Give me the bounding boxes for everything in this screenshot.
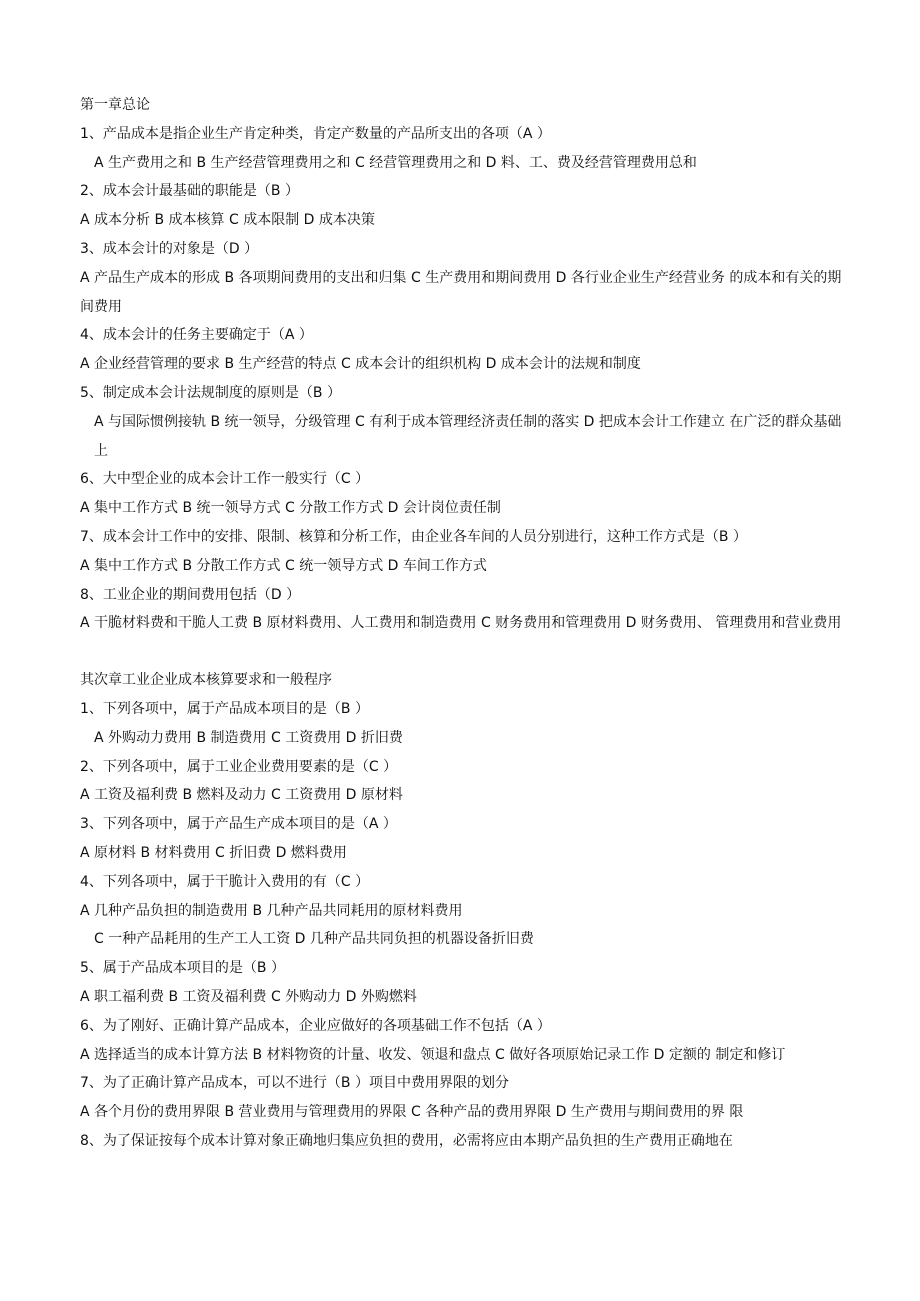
question-6: 6、大中型企业的成本会计工作一般实行（C ） [80,471,370,488]
options-6: A 集中工作方式 B 统一领导方式 C 分散工作方式 D 会计岗位责任制 [80,500,501,517]
options-1: A 外购动力费用 B 制造费用 C 工资费用 D 折旧费 [94,729,403,746]
options-2: A 工资及福利费 B 燃料及动力 C 工资费用 D 原材料 [80,787,403,804]
question-7: 7、成本会计工作中的安排、限制、核算和分析工作，由企业各车间的人员分别进行，这种工作方式是（B ） [80,528,747,545]
options-7: A 集中工作方式 B 分散工作方式 C 统一领导方式 D 车间工作方式 [80,557,487,574]
question-8: 8、工业企业的期间费用包括（D ） [80,586,301,603]
chapter-title: 其次章工业企业成本核算要求和一般程序 [80,672,332,689]
question-7: 7、为了正确计算产品成本，可以不进行（B ）项目中费用界限的划分 [80,1075,509,1092]
options-4a: A 几种产品负担的制造费用 B 几种产品共同耗用的原材料费用 [80,902,463,919]
document-page [80,91,850,1156]
question-1: 1、下列各项中，属于产品成本项目的是（B ） [80,700,369,717]
question-6: 6、为了刚好、正确计算产品成本，企业应做好的各项基础工作不包括（A ） [80,1017,551,1034]
options-4: A 企业经营管理的要求 B 生产经营的特点 C 成本会计的组织机构 D 成本会计的法规和制度 [80,356,641,373]
options-3: A 产品生产成本的形成 B 各项期间费用的支出和归集 C 生产费用和期间费用 D 各行业企业生产经营业务 的成本和有关的期间费用 [80,269,842,315]
options-4b: C 一种产品耗用的生产工人工资 D 几种产品共同负担的机器设备折旧费 [94,931,534,948]
options-1: A 生产费用之和 B 生产经营管理费用之和 C 经营管理费用之和 D 料、工、费及经营管理费用总和 [94,154,697,171]
options-6: A 选择适当的成本计算方法 B 材料物资的计量、收发、领退和盘点 C 做好各项原始记录工作 D 定额的 制定和修订 [80,1046,786,1063]
chapter-title: 第一章总论 [80,97,150,113]
section-gap [80,638,850,666]
options-7: A 各个月份的费用界限 B 营业费用与管理费用的界限 C 各种产品的费用界限 D 生产费用与期间费用的界 限 [80,1104,744,1121]
options-2: A 成本分析 B 成本核算 C 成本限制 D 成本决策 [80,212,375,229]
question-3: 3、下列各项中，属于产品生产成本项目的是（A ） [80,816,397,833]
options-8: A 干脆材料费和干脆人工费 B 原材料费用、人工费用和制造费用 C 财务费用和管理费用 D 财务费用、 管理费用和营业费用 [80,615,842,632]
question-4: 4、下列各项中，属于干脆计入费用的有（C ） [80,873,370,890]
question-4: 4、成本会计的任务主要确定于（A ） [80,327,313,344]
options-5: A 与国际惯例接轨 B 统一领导，分级管理 C 有利于成本管理经济责任制的落实 D 把成本会计工作建立 在广泛的群众基础上 [94,413,842,459]
question-3: 3、成本会计的对象是（D ） [80,240,259,257]
options-5: A 职工福利费 B 工资及福利费 C 外购动力 D 外购燃料 [80,988,417,1005]
question-5: 5、属于产品成本项目的是（B ） [80,960,285,977]
question-2: 2、下列各项中，属于工业企业费用要素的是（C ） [80,758,398,775]
options-3: A 原材料 B 材料费用 C 折旧费 D 燃料费用 [80,844,347,861]
question-5: 5、制定成本会计法规制度的原则是（B ） [80,384,341,401]
question-8: 8、为了保证按每个成本计算对象正确地归集应负担的费用，必需将应由本期产品负担的生产费用正确地在 [80,1132,733,1149]
question-2: 2、成本会计最基础的职能是（B ） [80,183,299,200]
question-1: 1、产品成本是指企业生产肯定种类，肯定产数量的产品所支出的各项（A ） [80,125,551,142]
